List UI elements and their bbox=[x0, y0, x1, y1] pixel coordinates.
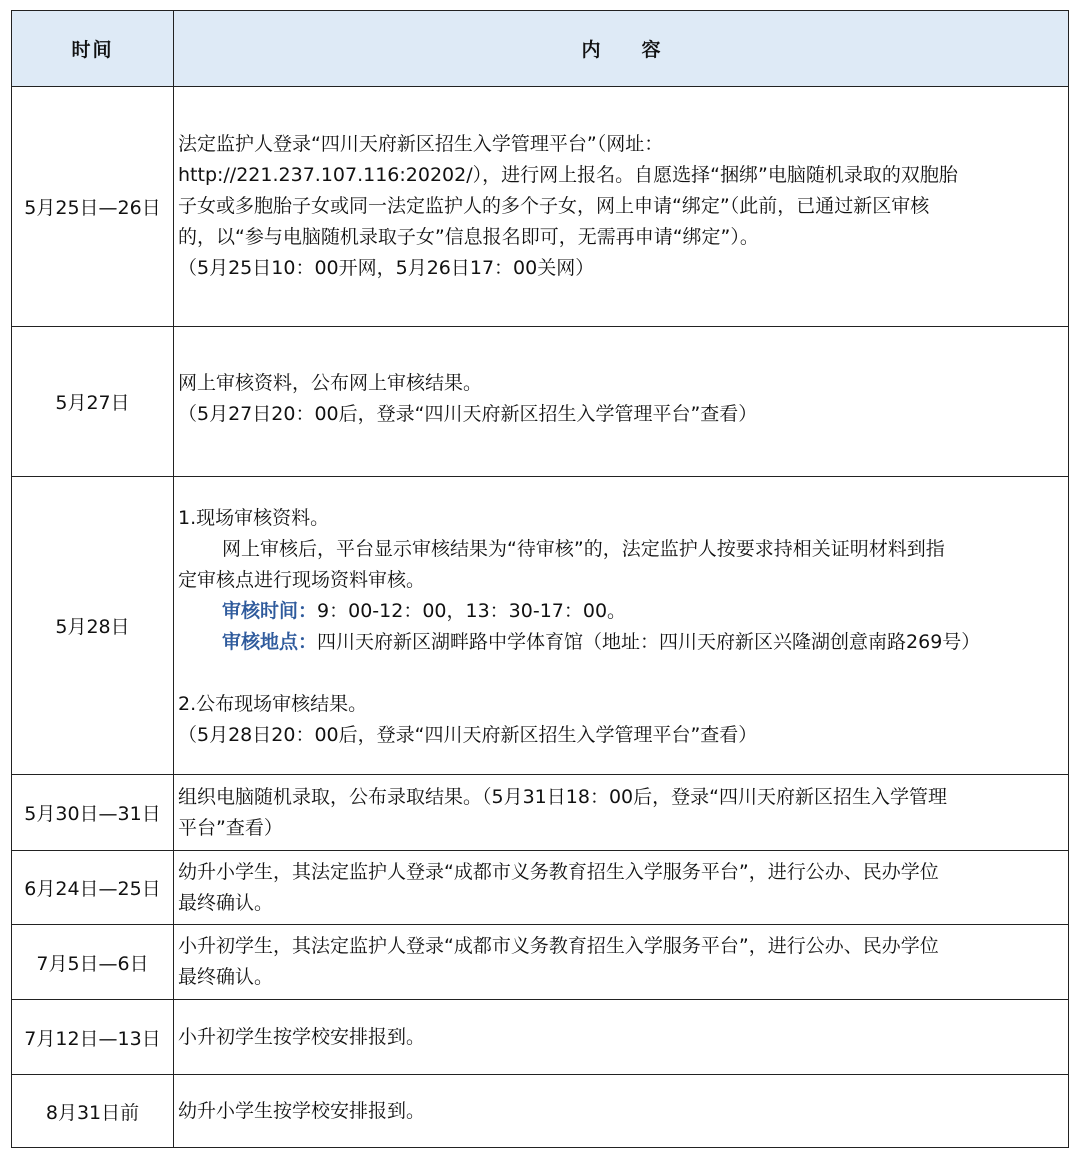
table-row bbox=[12, 87, 1069, 327]
date-cell: 7月12日—13日 bbox=[12, 1000, 174, 1075]
content-line: 2.公布现场审核结果。 bbox=[178, 692, 368, 715]
schedule-table bbox=[11, 10, 1069, 1148]
content-line: 平台”查看） bbox=[178, 816, 283, 839]
content-cell bbox=[174, 925, 1069, 1000]
content-line: 1.现场审核资料。 bbox=[178, 506, 330, 529]
content-line: 的，以“参与电脑随机录取子女”信息报名即可，无需再申请“绑定”）。 bbox=[178, 226, 759, 248]
audit-time-line bbox=[178, 596, 1062, 627]
content-line: 法定监护人登录“四川天府新区招生入学管理平台”（网址： bbox=[178, 133, 664, 155]
content-line: 最终确认。 bbox=[178, 966, 274, 988]
spacer bbox=[178, 658, 1062, 689]
content-header bbox=[174, 11, 1069, 87]
content-line: 组织电脑随机录取，公布录取结果。（5月31日18：00后，登录“四川天府新区招生入学管理 bbox=[178, 785, 947, 808]
content-cell bbox=[174, 851, 1069, 925]
table-row bbox=[12, 851, 1069, 925]
content-cell bbox=[174, 477, 1069, 775]
table-row bbox=[12, 327, 1069, 477]
content-cell bbox=[174, 775, 1069, 851]
content-line: 网上审核后，平台显示审核结果为“待审核”的，法定监护人按要求持相关证明材料到指 bbox=[222, 537, 945, 560]
audit-time-label: 审核时间： bbox=[222, 599, 318, 622]
content-cell bbox=[174, 1000, 1069, 1075]
content-header-char-2: 容 bbox=[641, 39, 661, 61]
audit-place-label: 审核地点： bbox=[222, 630, 318, 653]
audit-time-value: 9：00-12：00，13：30-17：00。 bbox=[317, 599, 627, 622]
content-line: 定审核点进行现场资料审核。 bbox=[178, 568, 426, 591]
content-cell bbox=[174, 87, 1069, 327]
date-cell: 6月24日—25日 bbox=[12, 851, 174, 925]
content-line: （5月27日20：00后，登录“四川天府新区招生入学管理平台”查看） bbox=[178, 403, 758, 425]
content-cell bbox=[174, 1075, 1069, 1148]
table-row bbox=[12, 925, 1069, 1000]
table-row bbox=[12, 477, 1069, 775]
content-line: （5月25日10：00开网，5月26日17：00关网） bbox=[178, 257, 595, 279]
time-header: 时间 bbox=[12, 11, 174, 87]
content-line: 最终确认。 bbox=[178, 891, 274, 914]
date-cell: 7月5日—6日 bbox=[12, 925, 174, 1000]
content-line: 子女或多胞胎子女或同一法定监护人的多个子女，网上申请“绑定”（此前，已通过新区审核 bbox=[178, 195, 930, 217]
date-cell: 5月30日—31日 bbox=[12, 775, 174, 851]
content-line: 小升初学生，其法定监护人登录“成都市义务教育招生入学服务平台”，进行公办、民办学位 bbox=[178, 935, 939, 957]
table-row bbox=[12, 1075, 1069, 1148]
audit-place-value: 四川天府新区湖畔路中学体育馆（地址：四川天府新区兴隆湖创意南路269号） bbox=[317, 630, 981, 653]
content-cell bbox=[174, 327, 1069, 477]
date-cell: 5月25日—26日 bbox=[12, 87, 174, 327]
content-line: 小升初学生按学校安排报到。 bbox=[178, 1025, 426, 1048]
table-row bbox=[12, 775, 1069, 851]
content-line: 网上审核资料，公布网上审核结果。 bbox=[178, 372, 483, 394]
content-line: （5月28日20：00后，登录“四川天府新区招生入学管理平台”查看） bbox=[178, 723, 758, 746]
content-header-char-1: 内 bbox=[581, 39, 601, 61]
date-cell: 5月28日 bbox=[12, 477, 174, 775]
date-cell: 8月31日前 bbox=[12, 1075, 174, 1148]
date-cell: 5月27日 bbox=[12, 327, 174, 477]
header-row bbox=[12, 11, 1069, 87]
content-line: 幼升小学生按学校安排报到。 bbox=[178, 1099, 426, 1122]
table-row bbox=[12, 1000, 1069, 1075]
audit-place-line bbox=[178, 627, 1062, 658]
content-line: http://221.237.107.116:20202/），进行网上报名。自愿选择“捆绑”电脑随机录取的双胞胎 bbox=[178, 164, 958, 186]
content-line: 幼升小学生，其法定监护人登录“成都市义务教育招生入学服务平台”，进行公办、民办学位 bbox=[178, 860, 939, 883]
